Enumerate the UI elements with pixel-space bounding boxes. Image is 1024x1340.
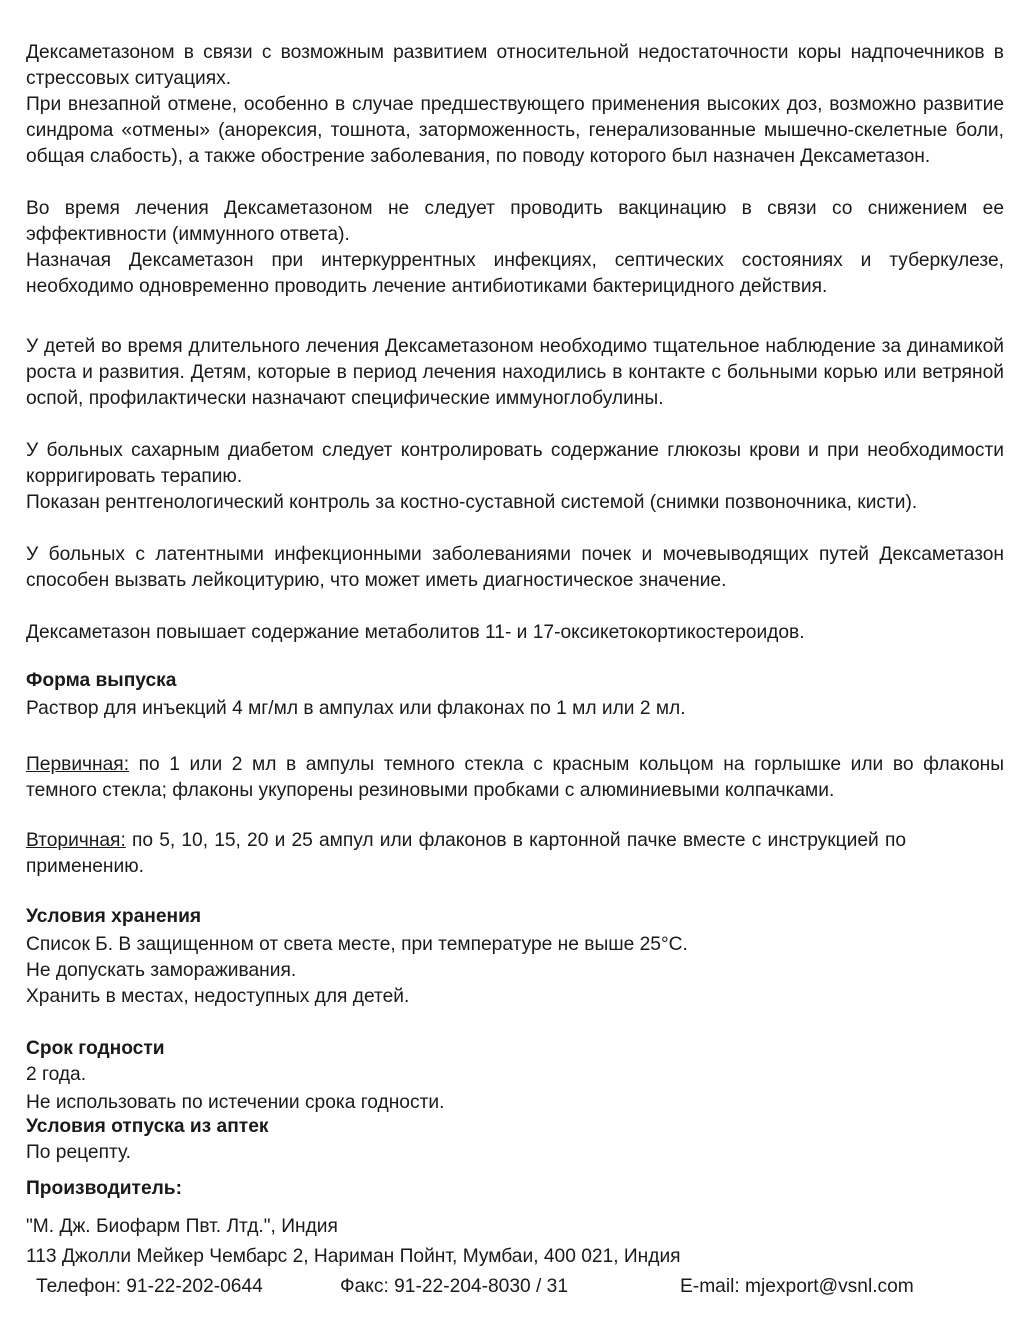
- shelf-life-line: Не использовать по истечении срока годности.: [26, 1092, 445, 1113]
- manufacturer-email: E-mail: mjexport@vsnl.com: [680, 1276, 914, 1297]
- paragraph-xray: Показан рентгенологический контроль за костно-суставной системой (снимки позвоночника, кисти).: [26, 492, 918, 513]
- paragraph-metabolites: Дексаметазон повышает содержание метаболитов 11- и 17-оксикетокортикостероидов.: [26, 622, 805, 643]
- paragraph-leukocyturia: У больных с латентными инфекционными заболеваниями почек и мочевыводящих путей Дексаметазон способен вызвать лейкоцитурию, что может иметь диагностическое значение.: [26, 544, 1004, 591]
- paragraph-infections: Назначая Дексаметазон при интеркуррентных инфекциях, септических состояниях и туберкулезе, необходимо одновременно проводить лечение антибиотиками бактерицидного действия.: [26, 250, 1004, 297]
- manufacturer-address: 113 Джолли Мейкер Чембарс 2, Нариман Пойнт, Мумбаи, 400 021, Индия: [26, 1246, 681, 1267]
- primary-label: Первичная:: [26, 754, 130, 775]
- shelf-life-line: 2 года.: [26, 1064, 87, 1085]
- paragraph-vaccination: Во время лечения Дексаметазоном не следует проводить вакцинацию в связи со снижением ее эффективности (иммунного ответа).: [26, 198, 1004, 245]
- secondary-packaging: [26, 828, 906, 880]
- dispensing-text: По рецепту.: [26, 1142, 131, 1163]
- paragraph-children: У детей во время длительного лечения Дексаметазоном необходимо тщательное наблюдение за динамикой роста и развития. Детям, которые в период лечения находились в контакте с больными корью или ветряной оспой, профилактически назначают специфические иммуноглобулины.: [26, 336, 1004, 409]
- secondary-label: Вторичная:: [26, 830, 126, 851]
- shelf-life-heading: Срок годности: [26, 1038, 165, 1059]
- storage-line: Список Б. В защищенном от света месте, при температуре не выше 25°С.: [26, 934, 688, 955]
- primary-text: по 1 или 2 мл в ампулы темного стекла с красным кольцом на горлышке или во флаконы темного стекла; флаконы укупорены резиновыми пробками с алюминиевыми колпачками.: [26, 754, 1004, 801]
- release-form-heading: Форма выпуска: [26, 670, 177, 691]
- release-form-text: Раствор для инъекций 4 мг/мл в ампулах или флаконах по 1 мл или 2 мл.: [26, 698, 686, 719]
- primary-packaging: [26, 752, 1004, 804]
- storage-line: Хранить в местах, недоступных для детей.: [26, 986, 410, 1007]
- manufacturer-phone: Телефон: 91-22-202-0644: [36, 1276, 263, 1297]
- dispensing-heading: Условия отпуска из аптек: [26, 1116, 269, 1137]
- manufacturer-fax: Факс: 91-22-204-8030 / 31: [340, 1276, 569, 1297]
- paragraph-adrenal: Дексаметазоном в связи с возможным развитием относительной недостаточности коры надпочечников в стрессовых ситуациях.: [26, 42, 1004, 89]
- secondary-text: по 5, 10, 15, 20 и 25 ампул или флаконов в картонной пачке вместе с инструкцией по применению.: [26, 830, 906, 877]
- paragraph-withdrawal: При внезапной отмене, особенно в случае предшествующего применения высоких доз, возможно развитие синдрома «отмены» (анорексия, тошнота, заторможенность, генерализованные мышечно-скелетные боли, общая слабость), а также обострение заболевания, по поводу которого был назначен Дексаметазон.: [26, 94, 1004, 167]
- paragraph-diabetes: У больных сахарным диабетом следует контролировать содержание глюкозы крови и при необходимости корригировать терапию.: [26, 440, 1004, 487]
- storage-line: Не допускать замораживания.: [26, 960, 297, 981]
- manufacturer-heading: Производитель:: [26, 1178, 182, 1199]
- storage-heading: Условия хранения: [26, 906, 202, 927]
- manufacturer-name: "М. Дж. Биофарм Пвт. Лтд.", Индия: [26, 1216, 338, 1237]
